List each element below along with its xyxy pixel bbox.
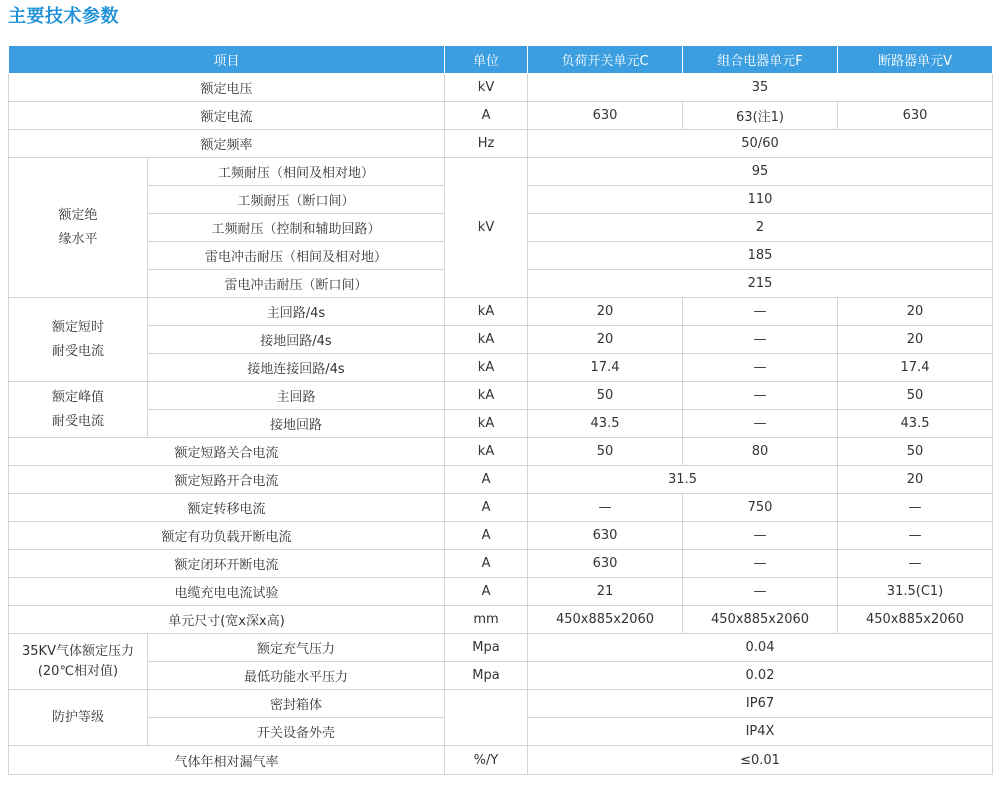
row-label: 气体年相对漏气率 bbox=[9, 746, 445, 775]
row-value-c: — bbox=[528, 494, 683, 522]
row-value-f: 450x885x2060 bbox=[683, 606, 838, 634]
row-unit: A bbox=[445, 550, 528, 578]
group-label-line: 缘水平 bbox=[58, 231, 98, 247]
row-label: 额定转移电流 bbox=[9, 494, 445, 522]
table-row bbox=[9, 606, 993, 634]
row-label: 电缆充电电流试验 bbox=[9, 578, 445, 606]
table-row bbox=[9, 634, 993, 662]
row-label: 额定短路关合电流 bbox=[9, 438, 445, 466]
row-label: 额定闭环开断电流 bbox=[9, 550, 445, 578]
table-row bbox=[9, 354, 993, 382]
group-label-peak bbox=[9, 382, 148, 438]
row-value-v: 50 bbox=[838, 382, 993, 410]
row-value: 0.02 bbox=[528, 662, 993, 690]
row-unit: kA bbox=[445, 298, 528, 326]
row-value-f: — bbox=[683, 298, 838, 326]
row-label: 额定有功负载开断电流 bbox=[9, 522, 445, 550]
group-label-insulation bbox=[9, 158, 148, 298]
group-label-protection: 防护等级 bbox=[9, 690, 148, 746]
table-row bbox=[9, 522, 993, 550]
group-label-line: 耐受电流 bbox=[51, 343, 104, 359]
row-label: 雷电冲击耐压（相间及相对地） bbox=[148, 242, 445, 270]
row-unit: kA bbox=[445, 410, 528, 438]
row-label: 最低功能水平压力 bbox=[148, 662, 445, 690]
row-unit: A bbox=[445, 466, 528, 494]
header-col-c: 负荷开关单元C bbox=[528, 46, 683, 74]
row-label: 主回路 bbox=[148, 382, 445, 410]
row-value: 0.04 bbox=[528, 634, 993, 662]
row-value-f: — bbox=[683, 578, 838, 606]
row-label: 额定电压 bbox=[9, 74, 445, 102]
row-value-c: 21 bbox=[528, 578, 683, 606]
row-value-f: 63(注1) bbox=[683, 102, 838, 130]
row-value: 35 bbox=[528, 74, 993, 102]
row-value-v: — bbox=[838, 522, 993, 550]
row-unit: Mpa bbox=[445, 662, 528, 690]
row-value-v: 17.4 bbox=[838, 354, 993, 382]
row-unit: %/Y bbox=[445, 746, 528, 775]
row-unit: kA bbox=[445, 438, 528, 466]
row-unit: mm bbox=[445, 606, 528, 634]
group-label-line: 额定短时 bbox=[51, 319, 104, 335]
table-row bbox=[9, 494, 993, 522]
row-value-c: 630 bbox=[528, 102, 683, 130]
row-value-f: — bbox=[683, 382, 838, 410]
row-unit: kA bbox=[445, 382, 528, 410]
row-value-c: 450x885x2060 bbox=[528, 606, 683, 634]
row-value-v: 31.5(C1) bbox=[838, 578, 993, 606]
row-label: 额定短路开合电流 bbox=[9, 466, 445, 494]
row-value-c: 630 bbox=[528, 550, 683, 578]
group-label-line: 耐受电流 bbox=[51, 413, 104, 429]
group-label-line: (20℃相对值) bbox=[37, 663, 119, 679]
row-label: 开关设备外壳 bbox=[148, 718, 445, 746]
page-title: 主要技术参数 bbox=[8, 6, 119, 27]
row-value-f: — bbox=[683, 550, 838, 578]
row-unit: kV bbox=[445, 158, 528, 298]
header-col-f: 组合电器单元F bbox=[683, 46, 838, 74]
row-value-v: 43.5 bbox=[838, 410, 993, 438]
row-value-c: 50 bbox=[528, 382, 683, 410]
row-unit: A bbox=[445, 522, 528, 550]
group-label-line: 额定峰值 bbox=[51, 389, 104, 405]
header-item: 项目 bbox=[9, 46, 445, 74]
table-row bbox=[9, 158, 993, 186]
table-row bbox=[9, 410, 993, 438]
row-label: 额定电流 bbox=[9, 102, 445, 130]
row-label: 单元尺寸(宽x深x高) bbox=[9, 606, 445, 634]
row-value-v: 20 bbox=[838, 326, 993, 354]
spec-table bbox=[8, 46, 993, 775]
row-value-c: 20 bbox=[528, 298, 683, 326]
table-row bbox=[9, 382, 993, 410]
row-value-v: — bbox=[838, 494, 993, 522]
group-label-line: 35KV气体额定压力 bbox=[22, 643, 134, 659]
row-label: 接地连接回路/4s bbox=[148, 354, 445, 382]
table-row bbox=[9, 746, 993, 775]
row-value-f: 750 bbox=[683, 494, 838, 522]
row-unit: kA bbox=[445, 354, 528, 382]
group-label-gas-pressure bbox=[9, 634, 148, 690]
row-value-v: 50 bbox=[838, 438, 993, 466]
row-value-v: 630 bbox=[838, 102, 993, 130]
row-value-f: 80 bbox=[683, 438, 838, 466]
row-unit: kA bbox=[445, 326, 528, 354]
row-value: 185 bbox=[528, 242, 993, 270]
row-unit-empty bbox=[445, 690, 528, 746]
table-row bbox=[9, 466, 993, 494]
row-value-f: — bbox=[683, 326, 838, 354]
row-value: 95 bbox=[528, 158, 993, 186]
header-unit: 单位 bbox=[445, 46, 528, 74]
table-row bbox=[9, 130, 993, 158]
row-value: 2 bbox=[528, 214, 993, 242]
row-value: 50/60 bbox=[528, 130, 993, 158]
row-label: 接地回路/4s bbox=[148, 326, 445, 354]
row-label: 接地回路 bbox=[148, 410, 445, 438]
row-label: 密封箱体 bbox=[148, 690, 445, 718]
row-value-cf: 31.5 bbox=[528, 466, 838, 494]
row-unit: Hz bbox=[445, 130, 528, 158]
row-value-f: — bbox=[683, 410, 838, 438]
row-value-c: 630 bbox=[528, 522, 683, 550]
table-row bbox=[9, 74, 993, 102]
row-unit: A bbox=[445, 578, 528, 606]
group-label-line: 额定绝 bbox=[58, 207, 98, 223]
row-value-c: 17.4 bbox=[528, 354, 683, 382]
table-row bbox=[9, 326, 993, 354]
row-label: 雷电冲击耐压（断口间） bbox=[148, 270, 445, 298]
table-row bbox=[9, 438, 993, 466]
row-value: 215 bbox=[528, 270, 993, 298]
row-value-f: — bbox=[683, 522, 838, 550]
table-row bbox=[9, 662, 993, 690]
row-label: 额定充气压力 bbox=[148, 634, 445, 662]
row-value-c: 20 bbox=[528, 326, 683, 354]
table-row bbox=[9, 102, 993, 130]
row-value-c: 43.5 bbox=[528, 410, 683, 438]
table-row bbox=[9, 690, 993, 718]
header-col-v: 断路器单元V bbox=[838, 46, 993, 74]
row-value-f: — bbox=[683, 354, 838, 382]
row-value-c: 50 bbox=[528, 438, 683, 466]
row-label: 主回路/4s bbox=[148, 298, 445, 326]
row-unit: A bbox=[445, 102, 528, 130]
row-value: 110 bbox=[528, 186, 993, 214]
table-row bbox=[9, 578, 993, 606]
row-value-v: — bbox=[838, 550, 993, 578]
row-label: 工频耐压（断口间） bbox=[148, 186, 445, 214]
row-label: 额定频率 bbox=[9, 130, 445, 158]
row-unit: A bbox=[445, 494, 528, 522]
row-value-v: 450x885x2060 bbox=[838, 606, 993, 634]
row-value: ≤0.01 bbox=[528, 746, 993, 775]
row-value: IP67 bbox=[528, 690, 993, 718]
row-unit: Mpa bbox=[445, 634, 528, 662]
row-unit: kV bbox=[445, 74, 528, 102]
row-value-v: 20 bbox=[838, 466, 993, 494]
row-value: IP4X bbox=[528, 718, 993, 746]
row-value-v: 20 bbox=[838, 298, 993, 326]
row-label: 工频耐压（相间及相对地） bbox=[148, 158, 445, 186]
row-label: 工频耐压（控制和辅助回路） bbox=[148, 214, 445, 242]
group-label-short-time bbox=[9, 298, 148, 382]
table-header-row bbox=[9, 46, 993, 74]
table-row bbox=[9, 298, 993, 326]
table-row bbox=[9, 550, 993, 578]
